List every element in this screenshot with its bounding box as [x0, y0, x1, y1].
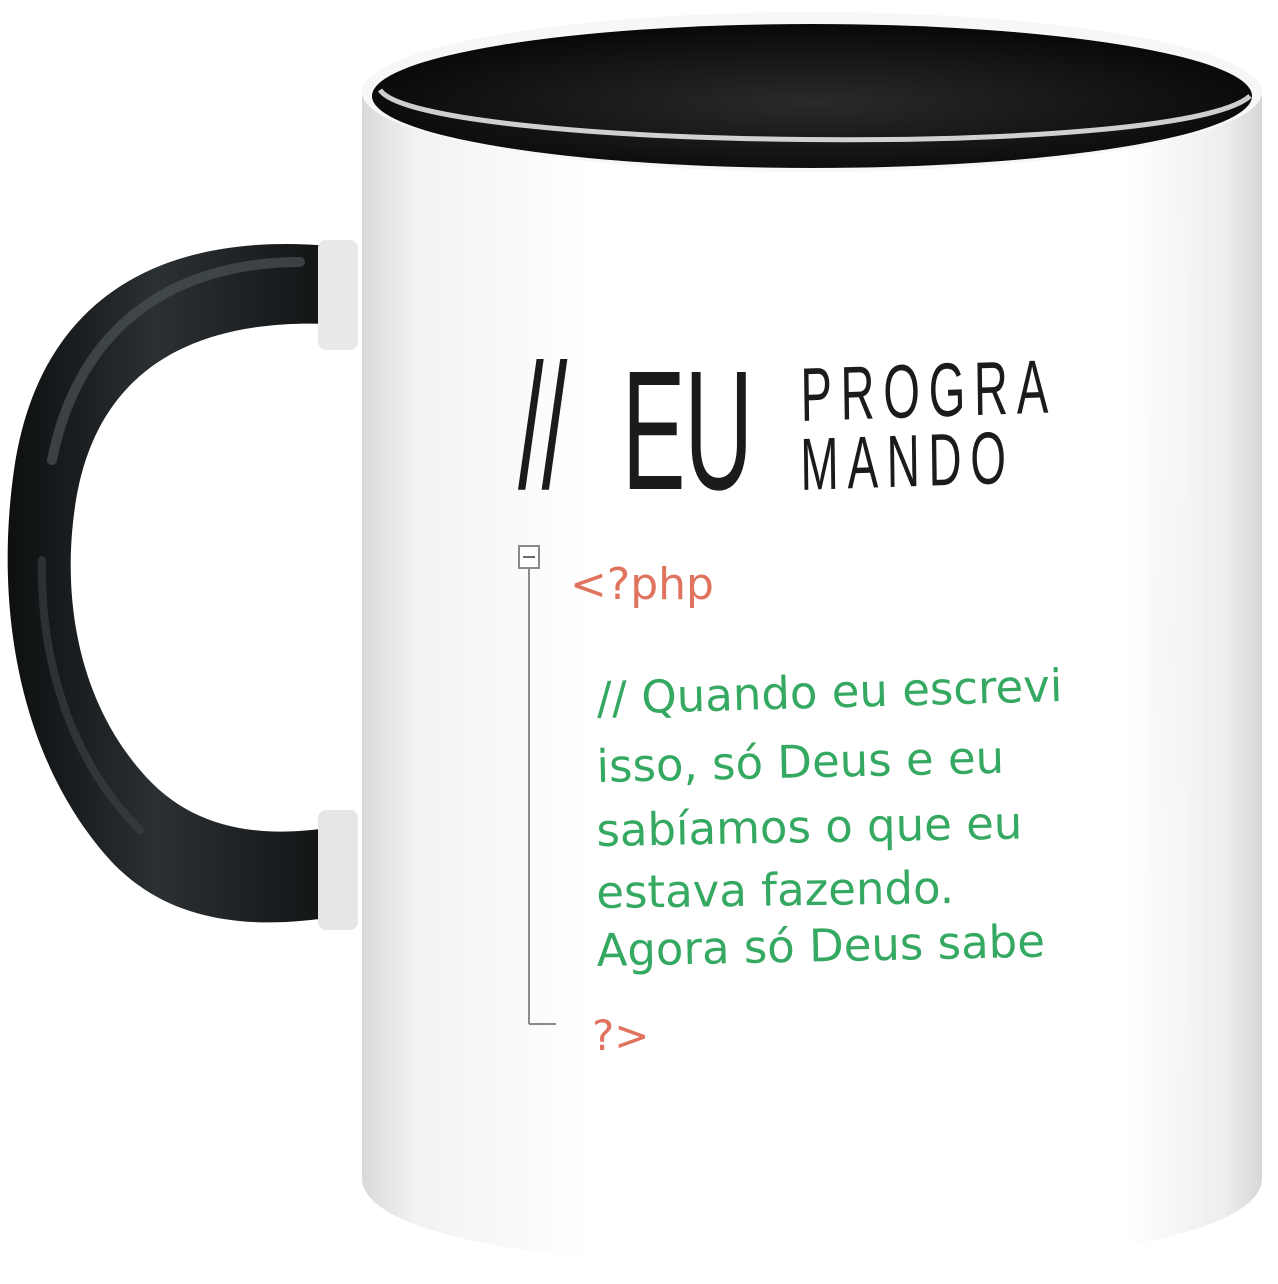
title-slashes: // — [518, 327, 566, 526]
mug-handle — [8, 240, 358, 930]
comment-line-2: isso, só Deus e eu — [595, 730, 1005, 793]
comment-line-3: sabíamos o que eu — [595, 796, 1023, 857]
title-progra: PROGRA — [799, 344, 1058, 438]
title-mando: MANDO — [799, 415, 1016, 506]
title-eu: EU — [622, 336, 753, 526]
comment-line-1: // Quando eu escrevi — [595, 658, 1064, 725]
comment-line-4: estava fazendo. — [595, 861, 955, 919]
mug-rim — [362, 12, 1262, 172]
php-close-tag: ?> — [592, 1011, 650, 1060]
php-open-tag: <?php — [570, 559, 714, 610]
comment-line-5: Agora só Deus sabe — [595, 914, 1046, 977]
